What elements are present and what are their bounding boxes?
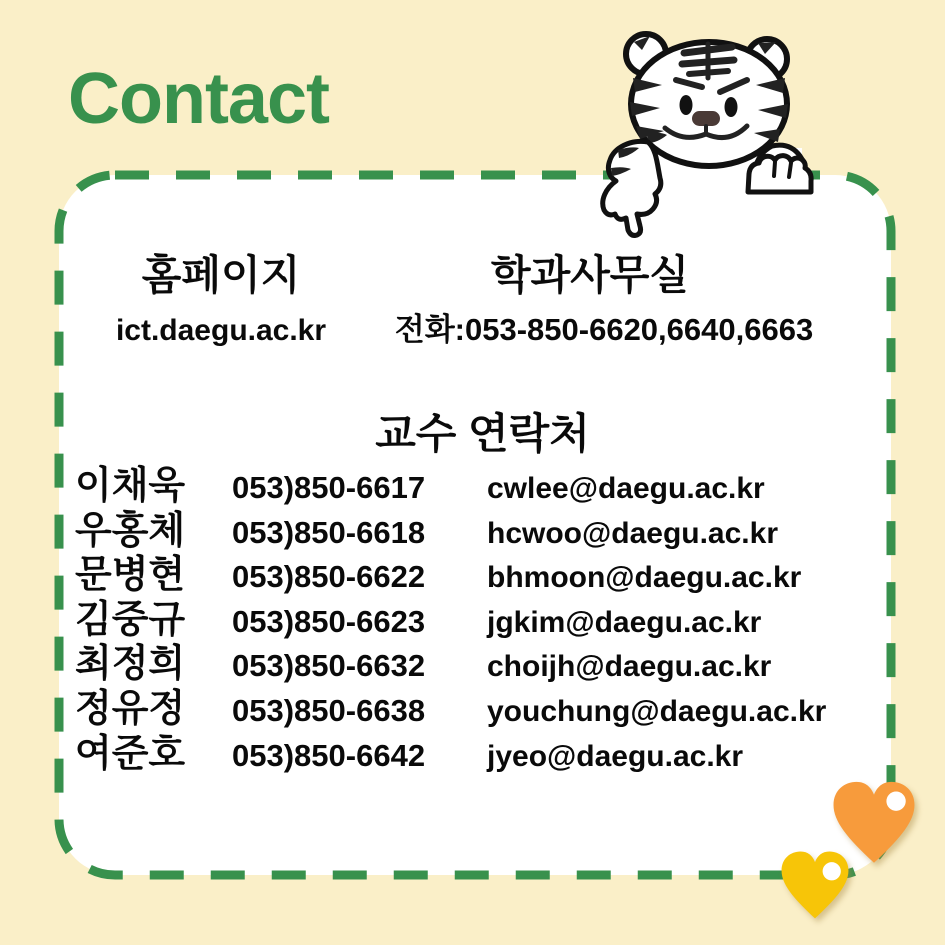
homepage-label: 홈페이지: [141, 252, 301, 298]
professor-phone: 053)850-6617: [232, 470, 426, 505]
professor-name: 이채욱: [75, 465, 186, 507]
professor-phone: 053)850-6642: [232, 737, 426, 773]
professor-phone: 053)850-6618: [232, 514, 426, 550]
professor-name: 김중규: [75, 598, 186, 641]
professor-phone: 053)850-6622: [232, 559, 426, 595]
tiger-mascot-icon: [586, 16, 826, 246]
professor-email: youchung@daegu.ac.kr: [487, 694, 827, 728]
professor-email: cwlee@daegu.ac.kr: [487, 472, 765, 505]
homepage-url: ict.daegu.ac.kr: [115, 314, 327, 347]
professor-name: 여준호: [75, 732, 186, 775]
professor-phone: 053)850-6623: [232, 603, 426, 639]
professor-email: bhmoon@daegu.ac.kr: [487, 561, 802, 595]
professor-name: 우홍체: [75, 509, 186, 552]
professor-name: 최정희: [75, 643, 186, 686]
orange-heart-icon: [834, 782, 915, 863]
professor-contact-table: [75, 467, 826, 779]
professor-name: 문병현: [75, 554, 186, 597]
page-title: Contact: [68, 59, 329, 139]
professor-email: jgkim@daegu.ac.kr: [487, 605, 762, 639]
professor-phone: 053)850-6638: [232, 692, 426, 728]
yellow-heart-icon: [782, 852, 849, 919]
professor-email: hcwoo@daegu.ac.kr: [487, 516, 778, 550]
professor-email: jyeo@daegu.ac.kr: [487, 739, 744, 773]
professors-heading: 교수 연락처: [375, 410, 590, 457]
professor-email: choijh@daegu.ac.kr: [487, 650, 772, 684]
professor-phone: 053)850-6632: [232, 648, 426, 684]
professor-name: 정유정: [75, 687, 186, 730]
office-label: 학과사무실: [490, 252, 690, 298]
office-phone: 전화:053-850-6620,6640,6663: [394, 312, 814, 347]
hearts-decoration: [758, 768, 945, 945]
